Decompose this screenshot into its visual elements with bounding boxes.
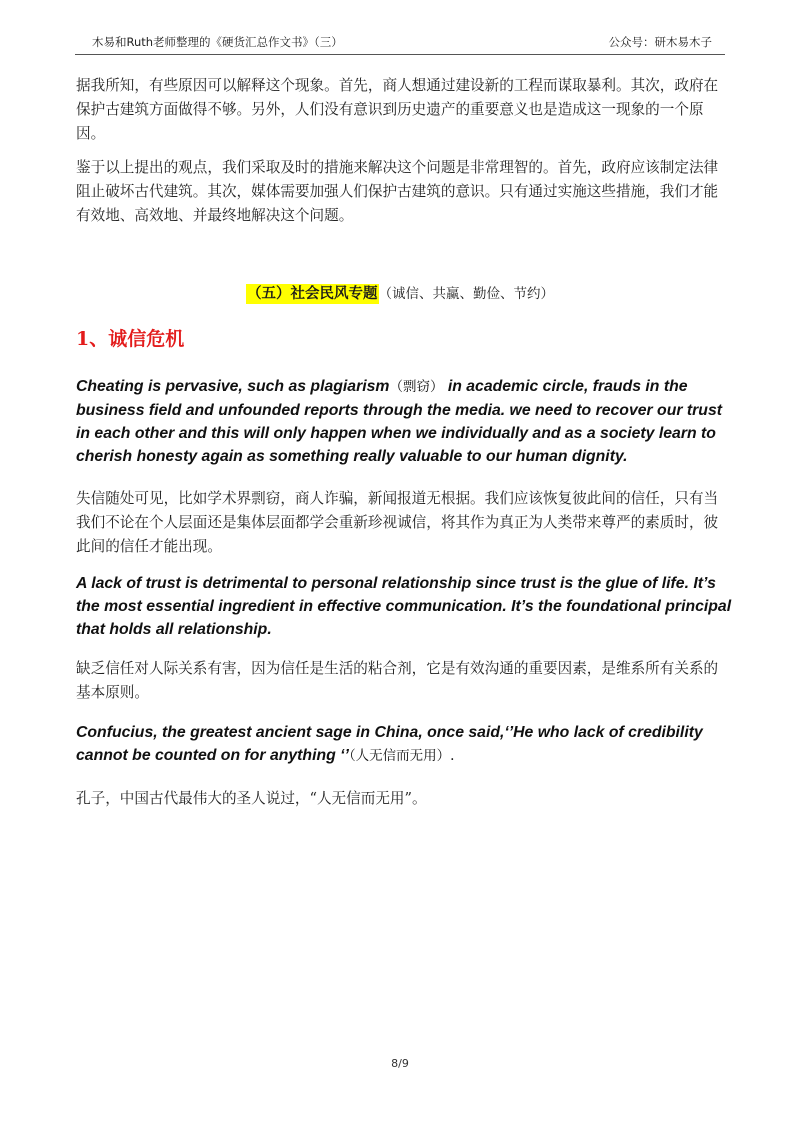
intro-paragraph-1: 据我所知，有些原因可以解释这个现象。首先，商人想通过建设新的工程而谋取暴利。其次，政府在保护古建筑方面做得不够。另外，人们没有意识到历史遗产的重要意义也是造成这一现象的一个原因。	[76, 77, 719, 142]
english-passage-2: A lack of trust is detrimental to personal relationship since trust is the glue of life. It’s the most essential ingredient in effective communication. It’s the foundational principal that holds all relationship.	[76, 575, 732, 638]
english-passage-1	[76, 375, 736, 468]
section-subtitle: （诚信、共赢、勤俭、节约）	[378, 286, 554, 302]
english-passage-3-text: Confucius, the greatest ancient sage in China, once said,‘’He who lack of credibility cannot be counted on for anything ‘’	[76, 724, 703, 764]
english-passage-3-note: （人无信而无用）.	[348, 748, 455, 764]
topic-heading: 1、诚信危机	[76, 328, 185, 350]
chinese-translation-1: 失信随处可见，比如学术界剽窃，商人诈骗，新闻报道无根据。我们应该恢复彼此间的信任，只有当我们不论在个人层面还是集体层面都学会重新珍视诚信，将其作为真正为人类带来尊严的素质时，彼此间的信任才能出现。	[76, 490, 719, 555]
section-title-highlight: （五）社会民风专题	[247, 286, 378, 302]
english-passage-1-start: Cheating is pervasive, such as plagiarism	[76, 378, 390, 395]
section-title	[0, 282, 800, 306]
header-title: 木易和Ruth老师整理的《硬货汇总作文书》（三）	[92, 35, 343, 49]
page-number: 8/9	[391, 1057, 409, 1070]
header-account: 公众号：研木易木子	[608, 35, 712, 49]
chinese-translation-2: 缺乏信任对人际关系有害，因为信任是生活的粘合剂，它是有效沟通的重要因素，是维系所有关系的基本原则。	[76, 660, 719, 701]
intro-paragraph-2: 鉴于以上提出的观点，我们采取及时的措施来解决这个问题是非常理智的。首先，政府应该制定法律阻止破坏古代建筑。其次，媒体需要加强人们保护古建筑的意识。只有通过实施这些措施，我们才能有效地、高效地、并最终地解决这个问题。	[76, 159, 719, 224]
english-passage-1-rest: in academic circle, frauds in the business field and unfounded reports through the media. we need to recover our trust in each other and this will only happen when we individually and as a society learn to cherish honesty again as something really valuable to our human dignity.	[76, 378, 722, 465]
english-passage-3	[76, 721, 736, 768]
header-divider	[75, 54, 725, 55]
english-passage-1-note: （剽窃）	[389, 379, 444, 395]
chinese-translation-3: 孔子，中国古代最伟大的圣人说过，“人无信而无用”。	[76, 790, 427, 807]
